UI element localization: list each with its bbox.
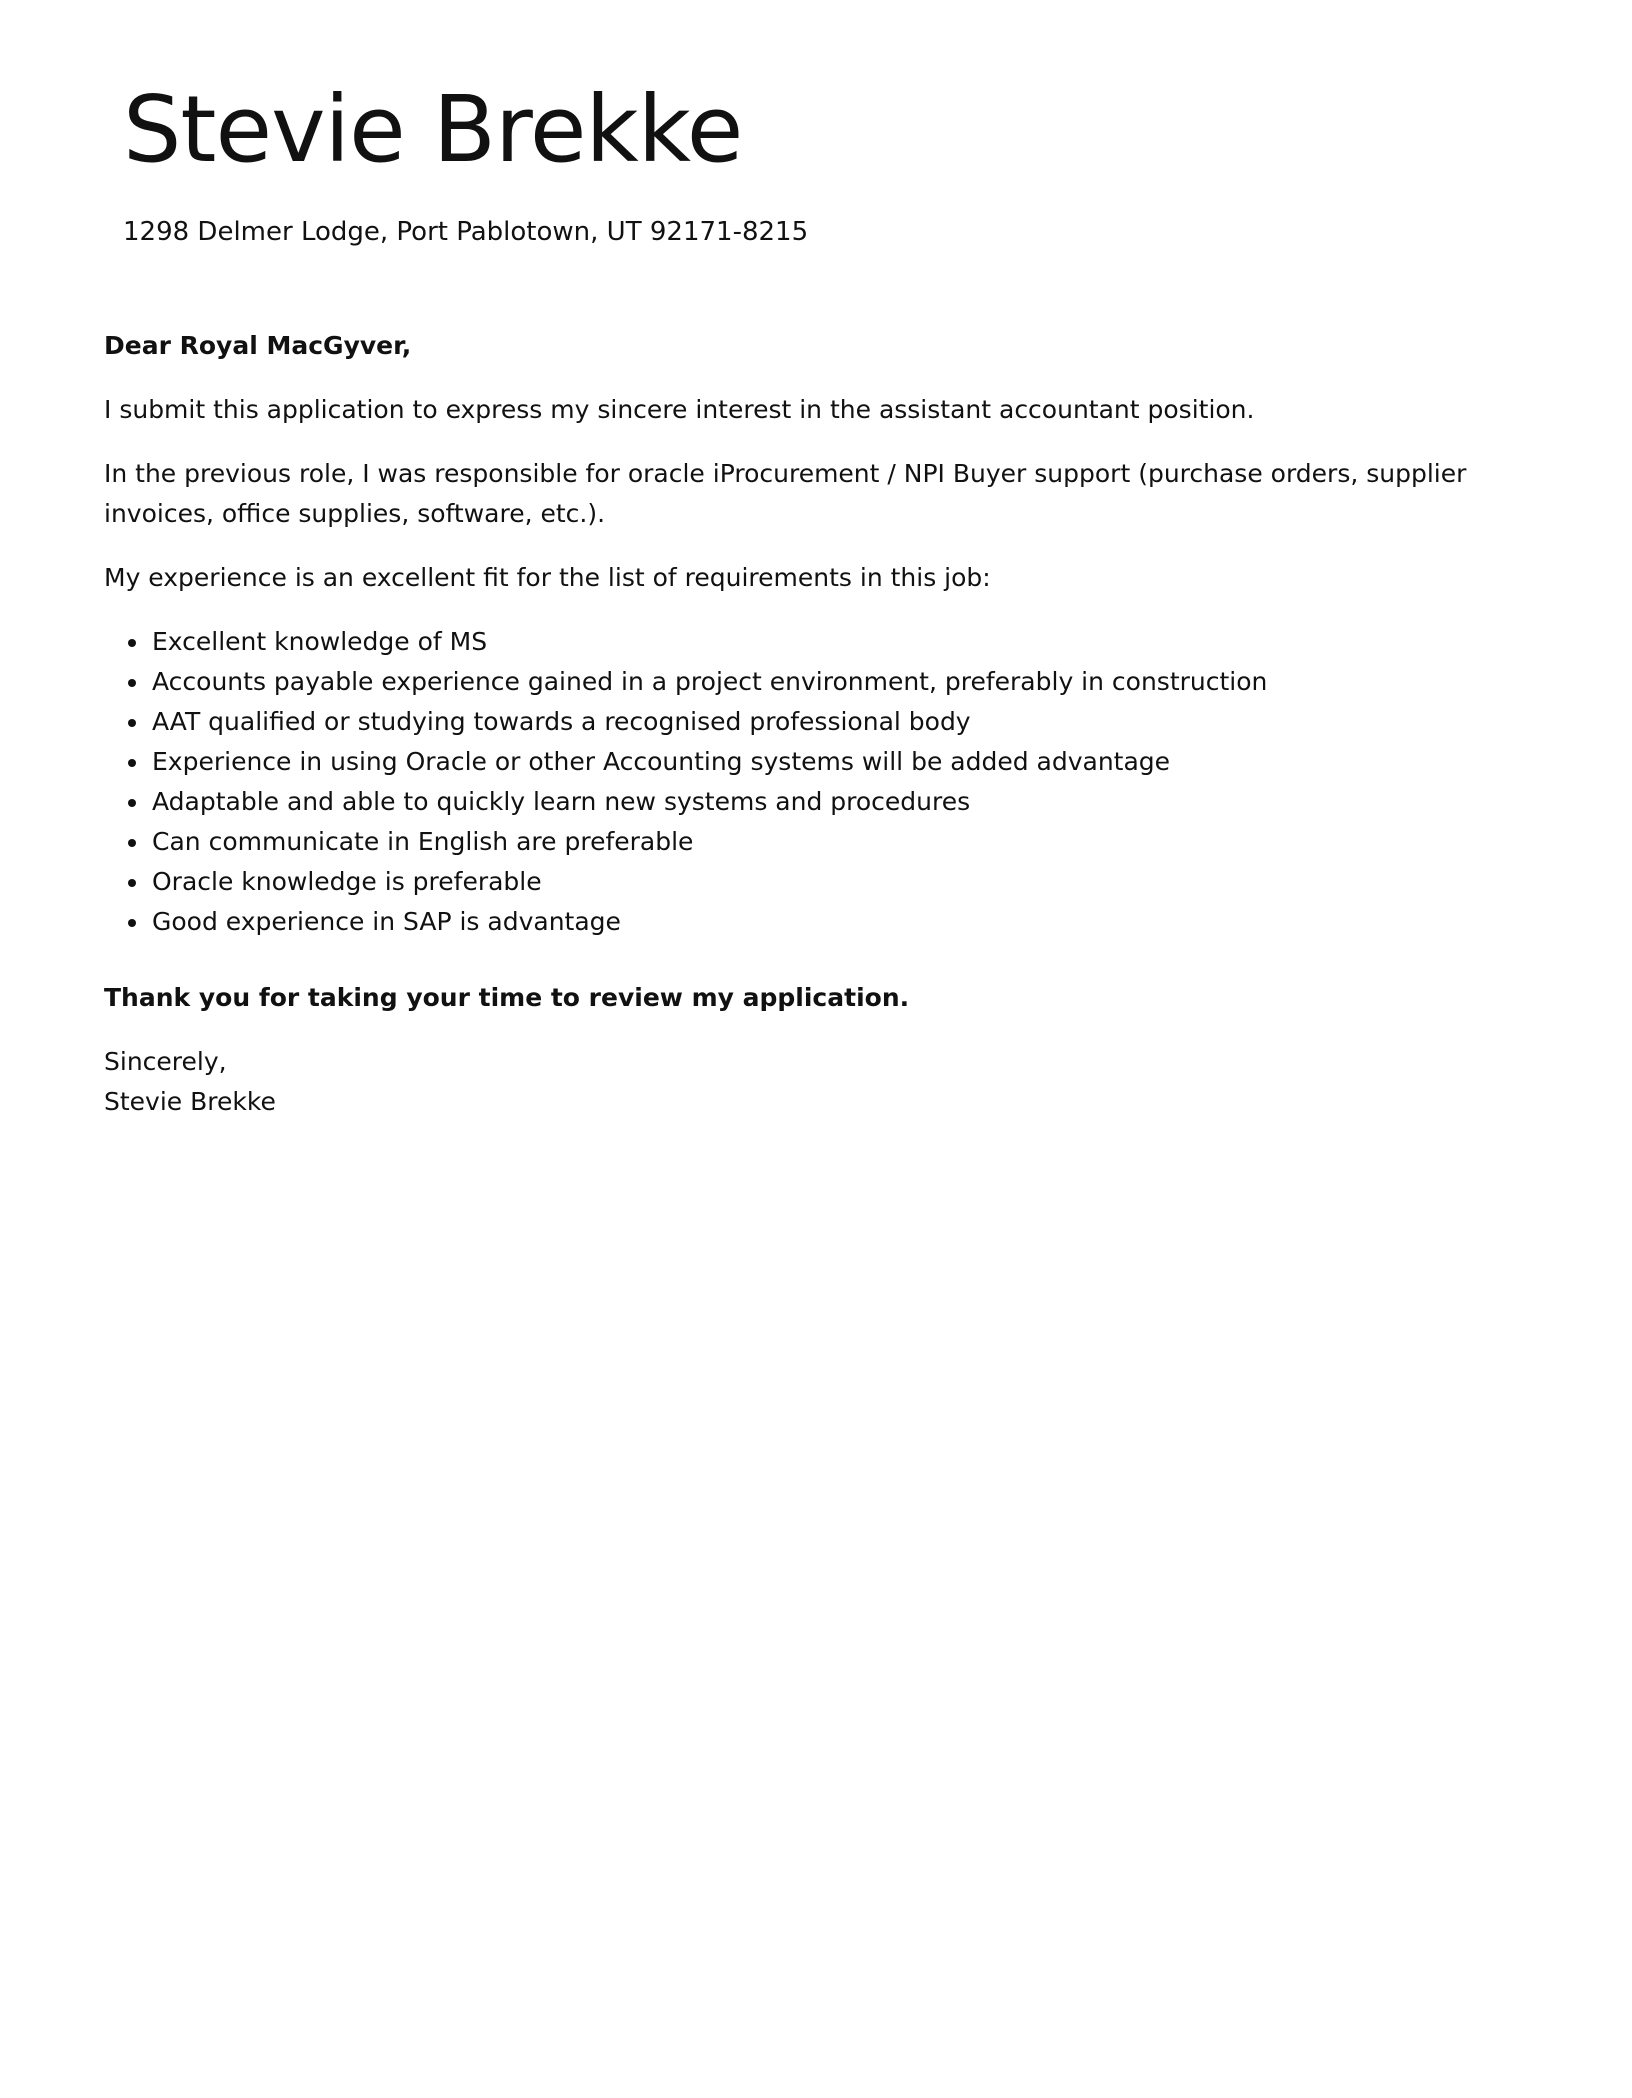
paragraph-requirements-lead: My experience is an excellent fit for the list of requirements in this job: [104,563,991,592]
list-item [152,782,1534,822]
bullet-icon [128,639,136,647]
bullet-icon [128,839,136,847]
list-item [152,742,1534,782]
paragraph-previous-role: In the previous role, I was responsible for oracle iProcurement / NPI Buyer support (purchase orders, supplier invoices, office supplies, software, etc.). [104,459,1467,528]
bullet-icon [128,679,136,687]
requirement-text: Excellent knowledge of MS [152,627,488,656]
bullet-icon [128,799,136,807]
applicant-address: 1298 Delmer Lodge, Port Pablotown, UT 92171-8215 [123,217,809,247]
applicant-name: Stevie Brekke [123,76,743,183]
letter-header [123,70,1523,252]
list-item [152,862,1534,902]
bullet-icon [128,879,136,887]
requirement-text: AAT qualified or studying towards a recognised professional body [152,707,971,736]
requirement-text: Oracle knowledge is preferable [152,867,542,896]
bullet-icon [128,919,136,927]
closing: Sincerely, [104,1047,227,1076]
letter-body [104,326,1534,1122]
requirements-list [104,622,1534,942]
bullet-icon [128,759,136,767]
list-item [152,902,1534,942]
signature-name: Stevie Brekke [104,1087,276,1116]
list-item [152,702,1534,742]
paragraph-intro: I submit this application to express my sincere interest in the assistant accountant position. [104,395,1255,424]
list-item [152,662,1534,702]
list-item [152,822,1534,862]
requirement-text: Experience in using Oracle or other Accounting systems will be added advantage [152,747,1171,776]
list-item [152,622,1534,662]
requirement-text: Can communicate in English are preferable [152,827,694,856]
requirement-text: Accounts payable experience gained in a project environment, preferably in construction [152,667,1268,696]
requirement-text: Good experience in SAP is advantage [152,907,621,936]
thank-you-line: Thank you for taking your time to review my application. [104,983,910,1012]
requirement-text: Adaptable and able to quickly learn new systems and procedures [152,787,971,816]
bullet-icon [128,719,136,727]
greeting: Dear Royal MacGyver, [104,331,412,360]
